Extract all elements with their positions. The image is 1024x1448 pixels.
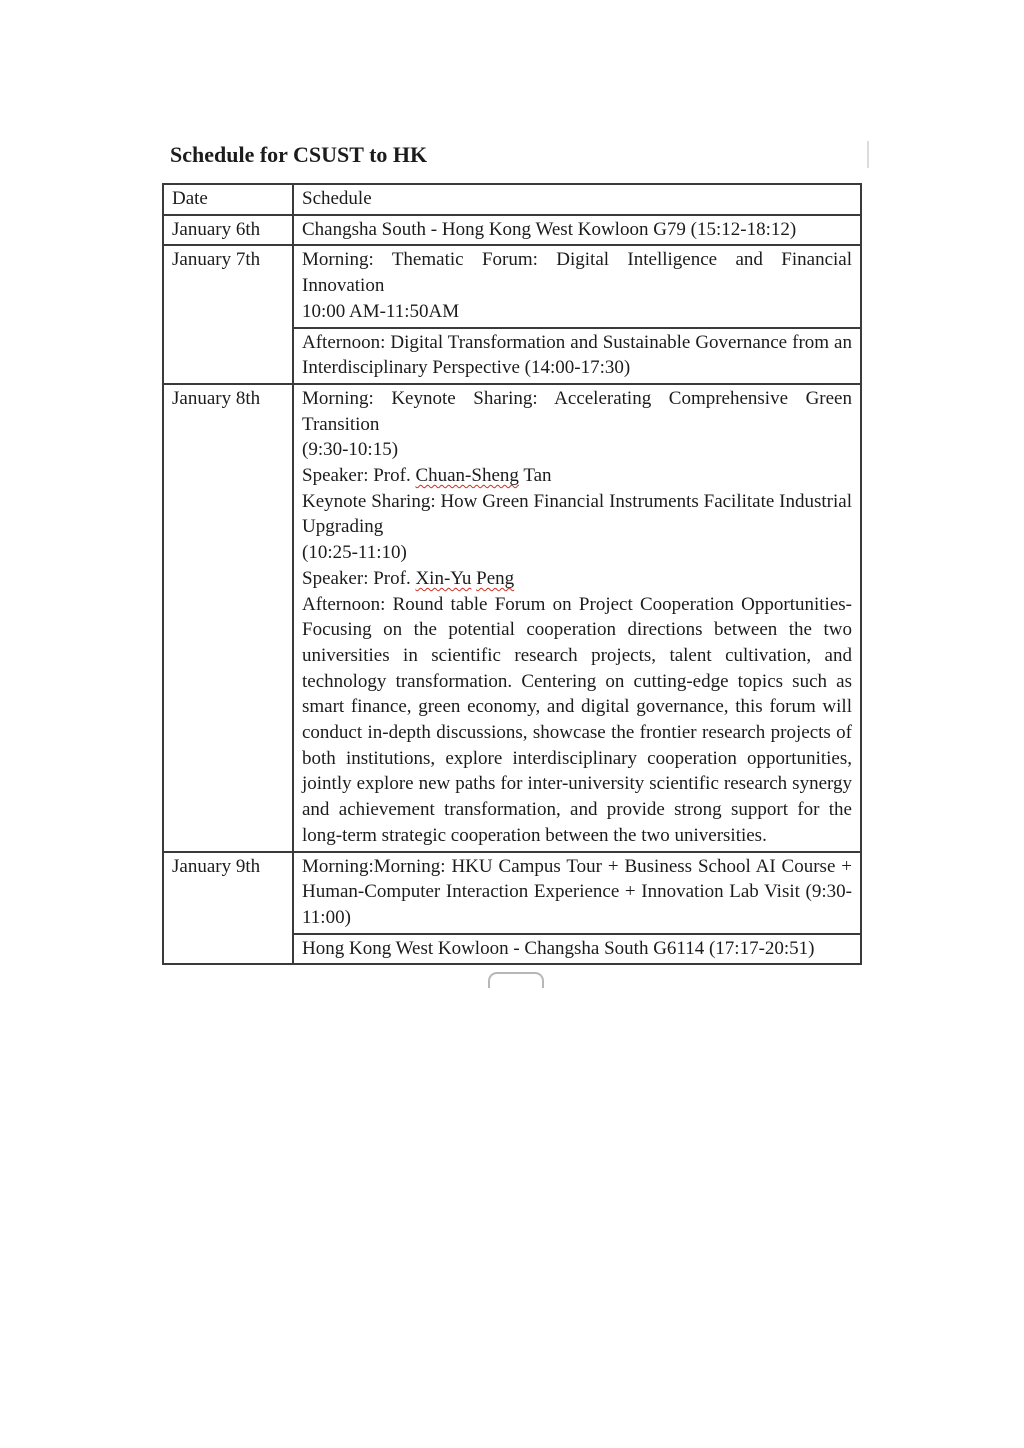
schedule-cell-jan7-afternoon [293, 328, 861, 384]
speaker-given-name-misspelled: Xin-Yu [415, 567, 472, 589]
jan8-keynote2-title-text: Keynote Sharing: How Green Financial Instruments Facilitate Industrial Upgrading [302, 490, 852, 538]
train-to-hk-text: Changsha South - Hong Kong West Kowloon G79 (15:12-18:12) [302, 218, 797, 240]
speaker-prefix-text: Speaker: Prof. [302, 465, 411, 487]
jan8-keynote2-speaker-line [302, 566, 852, 592]
table-row-jan6 [163, 215, 861, 246]
table-header-row [163, 184, 861, 215]
speaker-name-misspelled: Chuan-Sheng [415, 465, 519, 487]
table-row-jan7-morning [163, 245, 861, 327]
schedule-cell-jan7-morning [293, 245, 861, 327]
jan8-afternoon-roundtable-text: Afternoon: Round table Forum on Project Cooperation Opportunities-Focusing on the potential cooperation directions between the two universities in scientific research projects, talent cultivation, and technology transformation. Centering on cutting-edge topics such as smart finance, green economy, and digital governance, this forum will conduct in-depth discussions, showcase the frontier research projects of both institutions, explore interdisciplinary cooperation opportunities, jointly explore new paths for inter-university scientific research synergy and achievement transformation, and provide strong support for the long-term strategic cooperation between the two universities. [302, 593, 852, 846]
jan8-keynote1-speaker-line [302, 463, 852, 489]
train-to-changsha-text: Hong Kong West Kowloon - Changsha South G6114 (17:17-20:51) [302, 937, 815, 959]
speaker-prefix-text: Speaker: Prof. [302, 567, 411, 589]
jan8-keynote2-time-text: (10:25-11:10) [302, 542, 407, 564]
date-cell-jan8: January 8th [163, 384, 293, 852]
page-title: Schedule for CSUST to HK [170, 142, 428, 167]
speaker-family-name-misspelled: Peng [476, 567, 515, 589]
column-header-schedule: Schedule [293, 184, 861, 215]
schedule-table [162, 183, 862, 965]
speaker-suffix-text: Tan [523, 465, 552, 487]
date-cell-jan9: January 9th [163, 852, 293, 965]
page-break-artifact [488, 972, 544, 988]
schedule-cell-jan9-morning [293, 852, 861, 934]
jan8-keynote1-title-text: Morning: Keynote Sharing: Accelerating Comprehensive Green Transition [302, 387, 852, 435]
jan7-morning-time-text: 10:00 AM-11:50AM [302, 300, 460, 322]
schedule-cell-jan8 [293, 384, 861, 852]
schedule-cell-jan9-train [293, 934, 861, 965]
jan7-morning-forum-text: Morning: Thematic Forum: Digital Intelligence and Financial Innovation [302, 249, 852, 297]
table-row-jan8 [163, 384, 861, 852]
jan7-afternoon-text: Afternoon: Digital Transformation and Sustainable Governance from an Interdisciplinary Perspective (14:00-17:30) [302, 331, 852, 379]
column-header-date: Date [163, 184, 293, 215]
text-cursor-artifact [867, 141, 869, 168]
date-cell-jan7: January 7th [163, 245, 293, 384]
table-row-jan9-morning [163, 852, 861, 934]
date-cell-jan6: January 6th [163, 215, 293, 246]
jan9-morning-tour-text: Morning:Morning: HKU Campus Tour + Business School AI Course + Human-Computer Interaction Experience + Innovation Lab Visit (9:30-11:00) [302, 855, 852, 928]
schedule-cell-jan6-train [293, 215, 861, 246]
jan8-keynote1-time-text: (9:30-10:15) [302, 439, 399, 461]
